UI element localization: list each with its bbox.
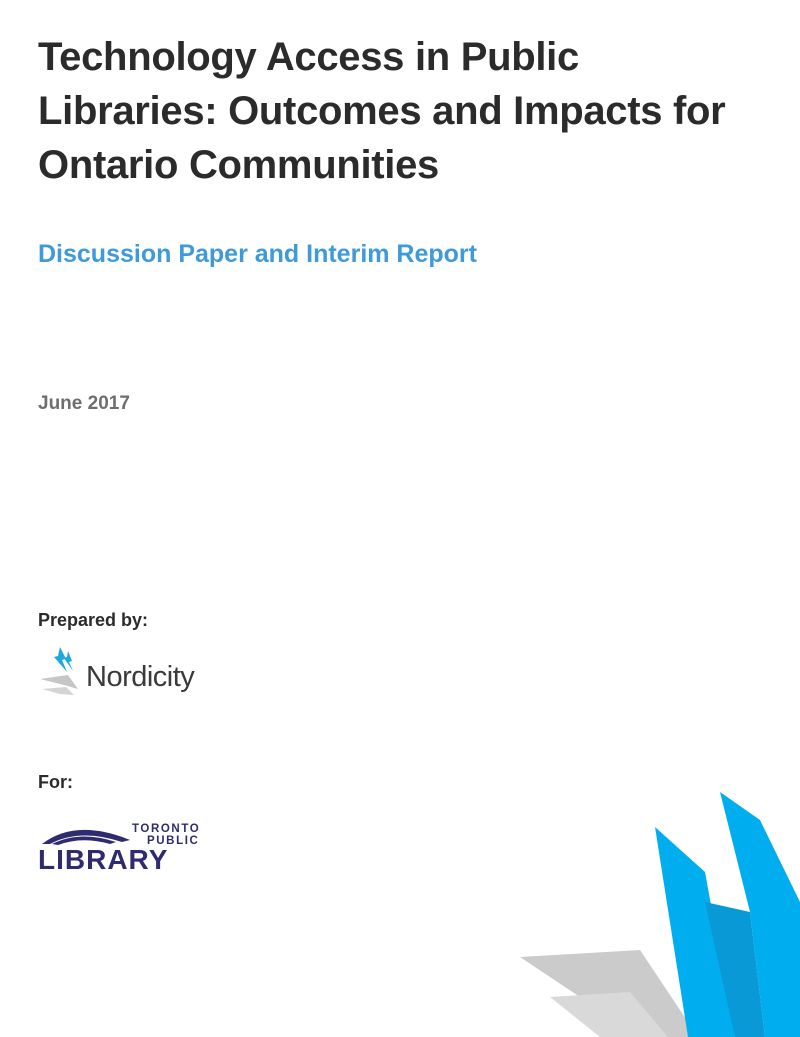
logo-public-text: PUBLIC	[147, 835, 200, 847]
decorative-chevron-graphic	[520, 792, 800, 1037]
prepared-by-label: Prepared by:	[38, 610, 149, 630]
toronto-public-library-logo	[36, 820, 216, 875]
document-subtitle: Discussion Paper and Interim Report	[38, 240, 477, 268]
logo-toronto-text: TORONTO	[132, 823, 201, 835]
document-title: Technology Access in Public Libraries: Outcomes and Impacts for Ontario Communities	[38, 35, 726, 187]
nordicity-logo	[38, 645, 194, 697]
nordicity-logo-icon	[38, 645, 88, 697]
publication-date: June 2017	[38, 393, 130, 414]
for-label: For:	[38, 772, 73, 792]
logo-library-text: LIBRARY	[38, 844, 169, 875]
nordicity-wordmark: Nordicity	[86, 660, 195, 693]
